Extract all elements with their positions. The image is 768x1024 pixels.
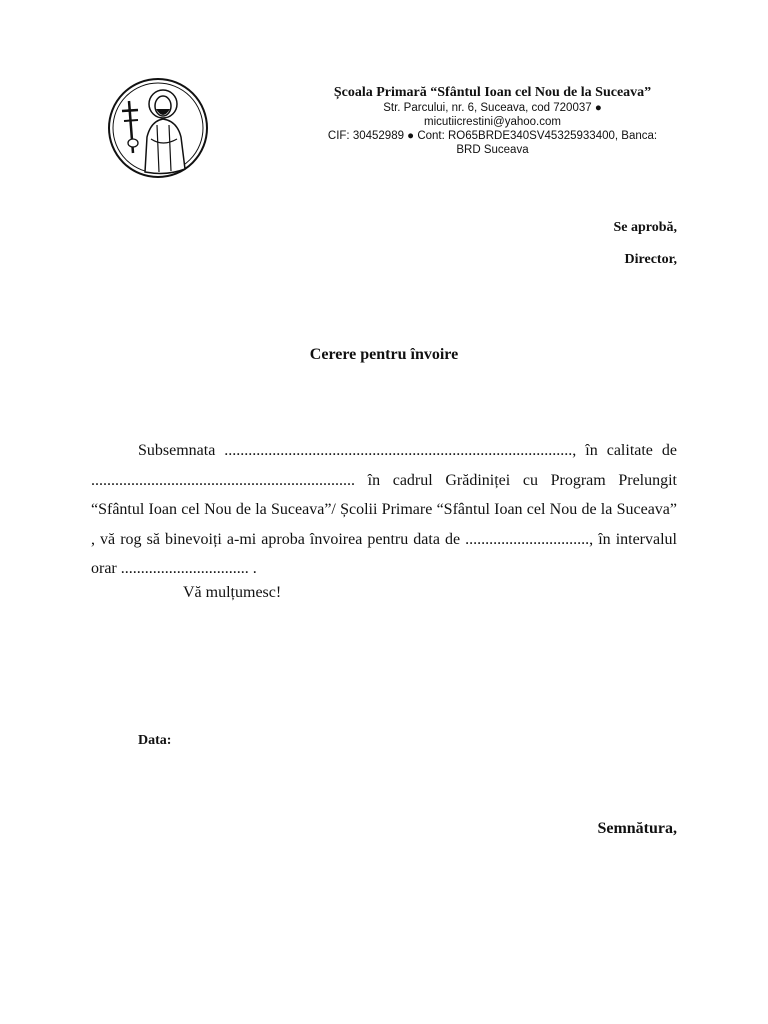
school-email: micutiicrestini@yahoo.com — [424, 116, 561, 128]
approval-line: Se aprobă, — [613, 220, 677, 235]
director-line: Director, — [624, 252, 677, 267]
school-header — [300, 84, 685, 157]
request-paragraph: Subsemnata ......................................................................................., în calitate de .................................................................. în cadrul Grădiniței cu Program Prelungit “Sfântul Ioan cel Nou de la Suceava”/ Școlii Primare “Sfântul Ioan cel Nou de la Suceava” , vă rog să binevoiți a-mi aproba învoirea pentru data de ..............................., în intervalul orar ................................ . — [91, 442, 677, 577]
signature-label: Semnătura, — [597, 820, 677, 837]
document-title: Cerere pentru învoire — [309, 346, 459, 363]
school-address: Str. Parcului, nr. 6, Suceava, cod 720037 ● — [383, 102, 602, 114]
school-fiscal-info: CIF: 30452989 ● Cont: RO65BRDE340SV45325933400, Banca: — [327, 130, 658, 142]
school-name: Școala Primară “Sfântul Ioan cel Nou de la Suceava” — [333, 85, 652, 100]
request-body — [91, 436, 677, 584]
thanks-line: Vă mulțumesc! — [183, 584, 282, 601]
school-bank: BRD Suceava — [456, 144, 529, 156]
approval-block — [613, 220, 677, 284]
date-label: Data: — [138, 733, 172, 748]
school-logo-icon — [107, 77, 209, 179]
